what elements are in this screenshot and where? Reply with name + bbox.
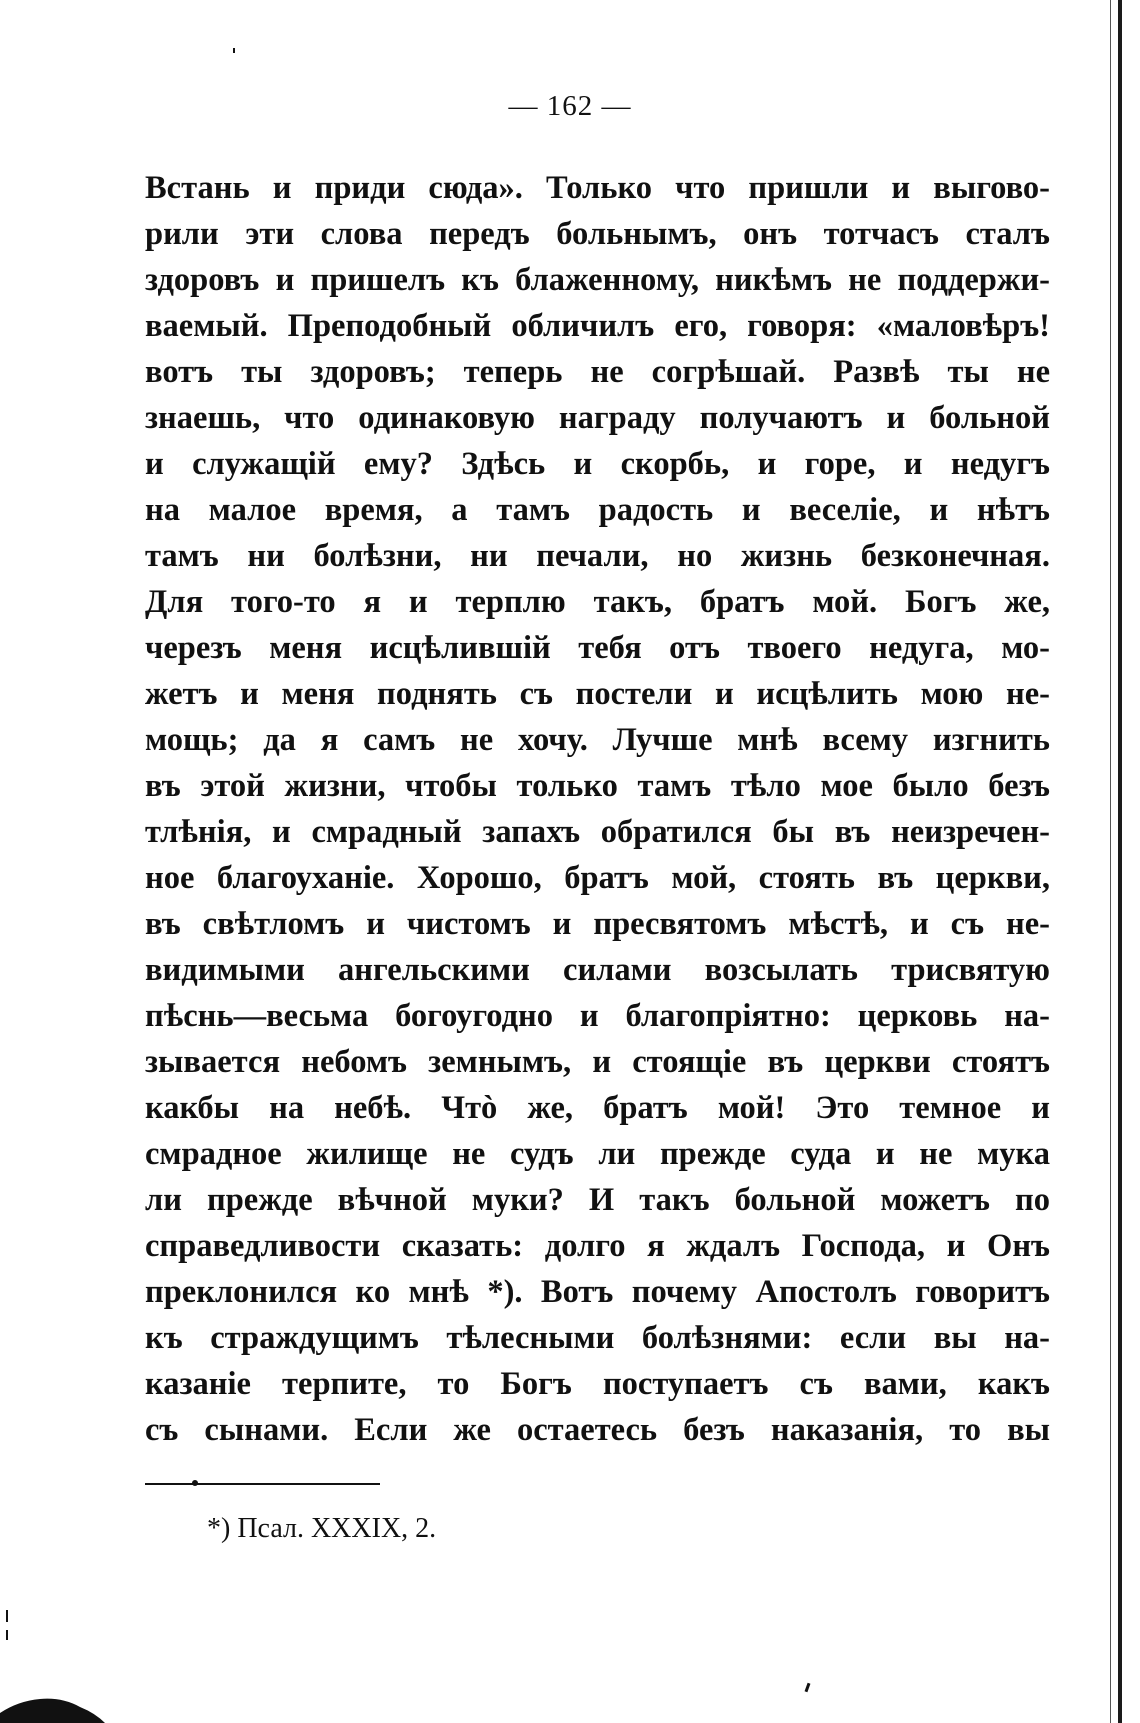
text-line: здоровъ и пришелъ къ блаженному, никѣмъ не поддержи- <box>145 262 1050 298</box>
footnote-separator <box>145 1483 380 1485</box>
text-line: въ свѣтломъ и чистомъ и пресвятомъ мѣстѣ, и съ не- <box>145 906 1050 942</box>
page-binding-edge <box>1118 0 1122 1723</box>
text-line: вотъ ты здоровъ; теперь не согрѣшай. Развѣ ты не <box>145 354 1050 390</box>
text-line: казаніе терпите, то Богъ поступаетъ съ вами, какъ <box>145 1366 1050 1402</box>
text-line: видимыми ангельскими силами возсылать трисвятую <box>145 952 1050 988</box>
scan-speck <box>6 1610 8 1622</box>
text-line: тамъ ни болѣзни, ни печали, но жизнь безконечная. <box>145 538 1050 574</box>
main-text <box>145 165 1050 1453</box>
scan-speck <box>6 1630 8 1640</box>
page-binding-shadow <box>1110 0 1111 1723</box>
text-line: ваемый. Преподобный обличилъ его, говоря: «маловѣръ! <box>145 308 1050 344</box>
separator-dot <box>192 1480 198 1486</box>
text-line: мощь; да я самъ не хочу. Лучше мнѣ всему изгнить <box>145 722 1050 758</box>
text-line: Встань и приди сюда». Только что пришли и выгово- <box>145 170 1050 206</box>
scan-ink-blot <box>0 1683 105 1723</box>
text-line: и служащій ему? Здѣсь и скорбь, и горе, и недугъ <box>145 446 1050 482</box>
text-line: ли прежде вѣчной муки? И такъ больной можетъ по <box>145 1182 1050 1218</box>
text-line: жетъ и меня поднять съ постели и исцѣлить мою не- <box>145 676 1050 712</box>
scan-speck <box>805 1683 811 1692</box>
footnote: *) Псал. XXXIX, 2. <box>207 1513 437 1544</box>
text-line: съ сынами. Если же остаетесь безъ наказанія, то вы <box>145 1412 1050 1448</box>
text-line: къ страждущимъ тѣлесными болѣзнями: если вы на- <box>145 1320 1050 1356</box>
text-line: на малое время, а тамъ радость и веселіе, и нѣтъ <box>145 492 1050 528</box>
page-number: — 162 — <box>508 90 632 122</box>
text-line: какбы на небѣ. Чтò же, братъ мой! Это темное и <box>145 1090 1050 1126</box>
text-line: черезъ меня исцѣлившій тебя отъ твоего недуга, мо- <box>145 630 1050 666</box>
text-line: преклонился ко мнѣ *). Вотъ почему Апостолъ говоритъ <box>145 1274 1050 1310</box>
text-line: Для того-то я и терплю такъ, братъ мой. Богъ же, <box>145 584 1050 620</box>
text-line: зывается небомъ земнымъ, и стоящіе въ церкви стоятъ <box>145 1044 1050 1080</box>
text-line: смрадное жилище не судъ ли прежде суда и не мука <box>145 1136 1050 1172</box>
text-line: въ этой жизни, чтобы только тамъ тѣло мое было безъ <box>145 768 1050 804</box>
text-line: знаешь, что одинаковую награду получаютъ и больной <box>145 400 1050 436</box>
text-line: тлѣнія, и смрадный запахъ обратился бы въ неизречен- <box>145 814 1050 850</box>
scan-speck <box>233 48 235 53</box>
text-line: пѣснь—весьма богоугодно и благопріятно: церковь на- <box>145 998 1050 1034</box>
text-line: справедливости сказать: долго я ждалъ Господа, и Онъ <box>145 1228 1050 1264</box>
text-line: рили эти слова передъ больнымъ, онъ тотчасъ сталъ <box>145 216 1050 252</box>
text-line: ное благоуханіе. Хорошо, братъ мой, стоять въ церкви, <box>145 860 1050 896</box>
